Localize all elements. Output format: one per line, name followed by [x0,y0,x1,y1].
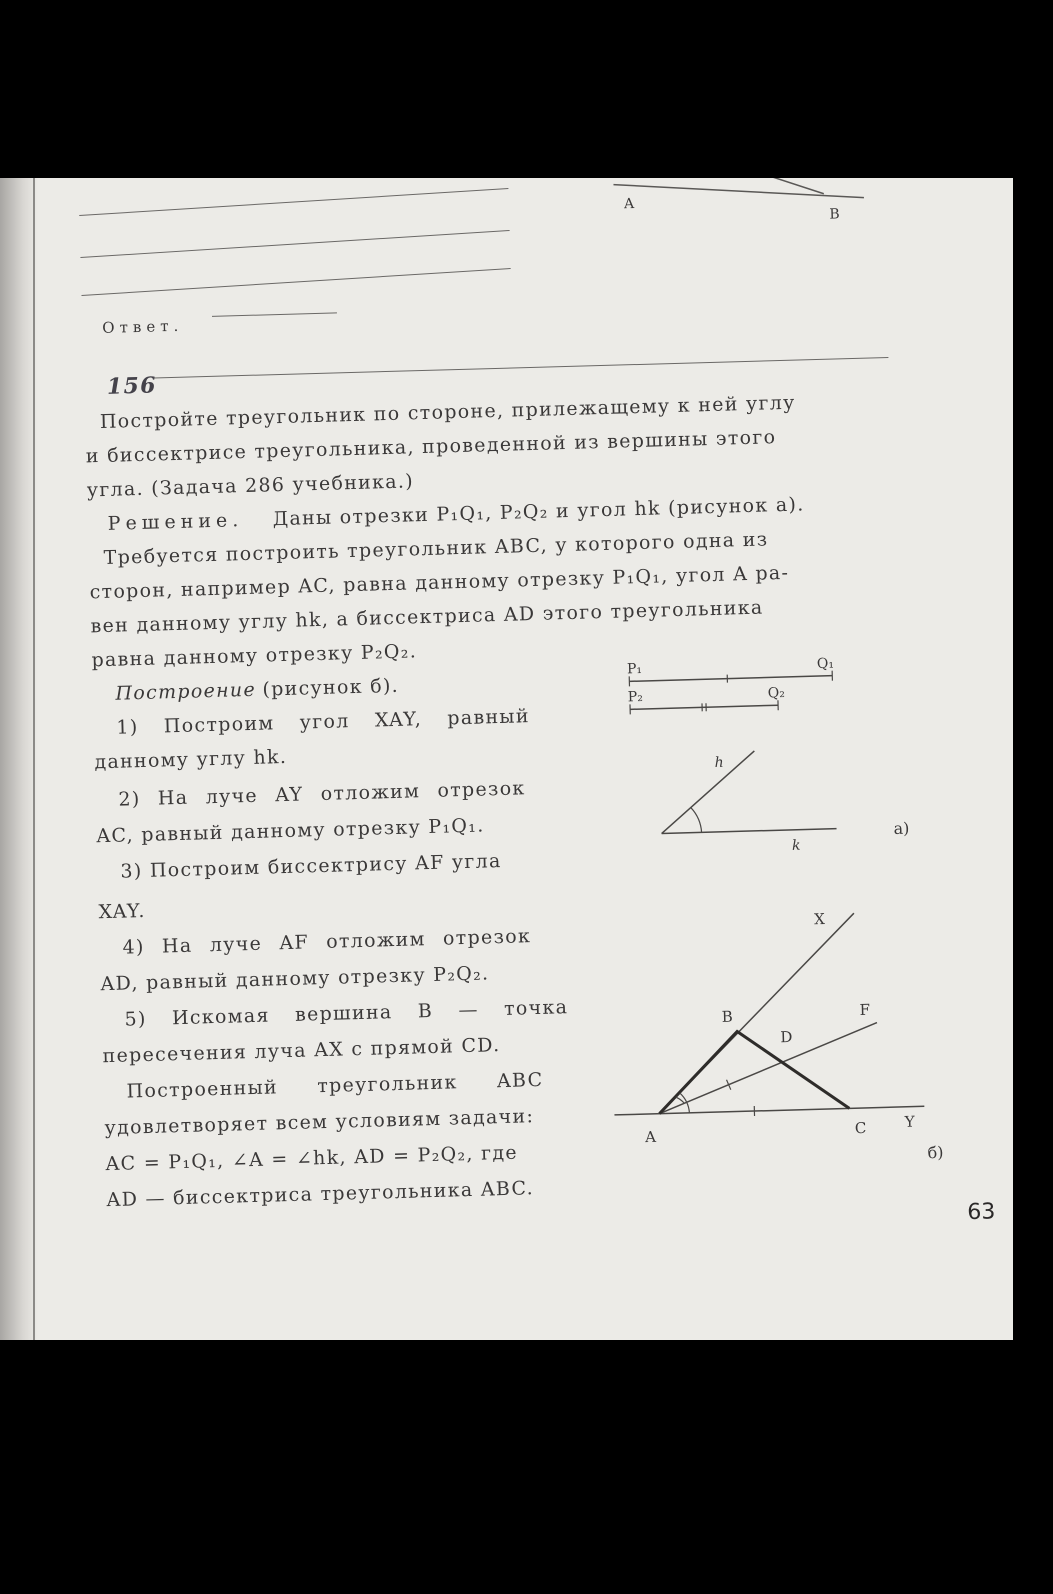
solution-label: Решение. [107,509,244,535]
construction-heading: Построение [115,678,257,705]
ray-k [662,829,837,834]
textbook-page [0,178,1013,1340]
answer-line-1 [79,188,508,216]
caption-a: а) [893,818,910,839]
label-d: D [780,1027,793,1047]
answer-blank-line [212,312,337,316]
label-x: X [813,909,826,929]
label-c: C [854,1118,867,1138]
solution-given: Даны отрезки P₁Q₁, P₂Q₂ и угол hk (рисунок а). [272,493,805,531]
label-k: k [791,837,801,854]
label-q1: Q₁ [816,655,835,673]
top-label-b: B [829,206,840,223]
statement-line-2: и биссектрисе треугольника, проведенной из вершины этого [85,426,777,468]
step-3-line-2: XAY. [98,899,147,924]
ray-h [659,751,756,834]
step-5-line-1: 5) Искомая вершина B — точка [124,996,569,1031]
step-2-line-1: 2) На луче AY отложим отрезок [118,777,526,811]
figure-b [599,895,967,1195]
result-line-3: AC = P₁Q₁, ∠A = ∠hk, AD = P₂Q₂, где [105,1141,519,1176]
line-ax [654,913,859,1114]
answer-line-3 [81,268,510,296]
solution-line-4: равна данному отрезку P₂Q₂. [91,640,418,672]
label-y: Y [904,1112,915,1131]
answer-label: Ответ. [102,316,184,337]
label-a: A [644,1127,657,1147]
statement-line-1: Постройте треугольник по стороне, прилежащему к ней углу [99,391,796,434]
step-1-line-1: 1) Построим угол XAY, равный [116,705,531,739]
statement-line-3: угла. (Задача 286 учебника.) [86,470,415,502]
segment-p1q1 [629,676,832,682]
label-p2: P₂ [627,688,644,706]
problem-number: 156 [106,372,158,400]
step-2-line-2: AC, равный данному отрезку P₁Q₁. [96,814,485,848]
top-segment-figure [593,178,895,235]
angle-a-arc-2 [676,1097,684,1103]
solution-line-2: сторон, например AC, равна данному отрезку P₁Q₁, угол A ра- [89,561,790,604]
label-f: F [859,1000,871,1020]
segment-p2q2 [630,705,778,709]
step-1-line-2: данному углу hk. [94,745,288,774]
result-line-2: удовлетворяет всем условиям задачи: [104,1105,535,1140]
problem-header-rule [154,357,889,379]
figure-a [607,650,953,869]
construction-ref: (рисунок б). [262,674,400,701]
label-q2: Q₂ [767,685,786,702]
angle-hk-arc [691,807,702,832]
book-page-photo [0,178,1013,1340]
solution-line-1: Требуется построить треугольник ABC, у которого одна из [103,528,769,569]
top-segment-line [613,178,863,205]
line-af [657,1023,879,1114]
label-b: B [721,1007,734,1026]
label-h: h [714,754,724,771]
result-line-1: Построенный треугольник ABC [126,1068,544,1103]
answer-line-2 [80,230,509,258]
solution-line-3: вен данному углу hk, а биссектриса AD этого треугольника [90,596,764,638]
step-3-line-1: 3) Построим биссектрису AF угла [120,849,502,883]
top-label-a: A [623,196,635,213]
step-5-line-2: пересечения луча AX с прямой CD. [102,1034,501,1068]
step-4-line-1: 4) На луче AF отложим отрезок [122,925,532,959]
caption-b: б) [927,1142,944,1163]
step-4-line-2: AD, равный данному отрезку P₂Q₂. [100,962,490,996]
page-number: 63 [966,1199,996,1226]
label-p1: P₁ [626,660,643,678]
result-line-4: AD — биссектриса треугольника ABC. [106,1177,535,1212]
